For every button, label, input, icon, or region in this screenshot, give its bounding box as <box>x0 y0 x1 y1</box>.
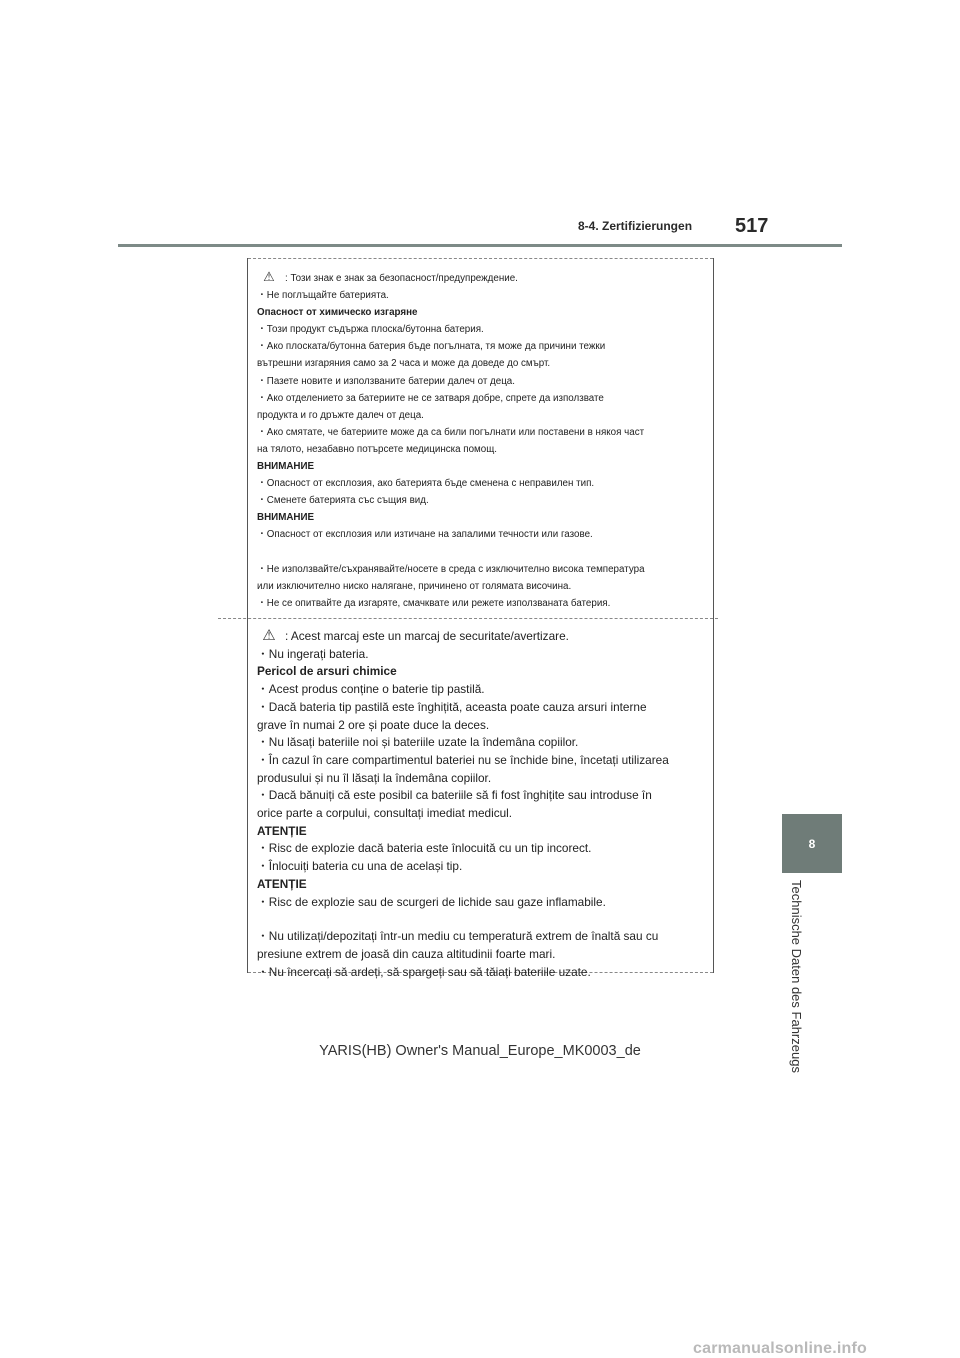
bulgarian-line: ・Опасност от експлозия или изтичане на запалими течности или газове. <box>257 529 593 541</box>
bulgarian-line: ・Ако смятате, че батериите може да са били погълнати или поставени в някоя част <box>257 426 645 438</box>
romanian-line: ・Nu ingerați bateria. <box>257 646 369 661</box>
bulgarian-line: ・Не поглъщайте батерията. <box>257 290 389 302</box>
warning-triangle-icon: ⚠ <box>263 269 275 284</box>
warning-triangle-icon: ⚠ <box>262 627 276 644</box>
romanian-line: ・Nu utilizați/depozitați într-un mediu cu temperatură extrem de înaltă sau cu <box>257 929 659 944</box>
bulgarian-line: ・Опасност от експлозия, ако батерията бъде сменена с неправилен тип. <box>257 478 595 490</box>
bulgarian-line: продукта и го дръжте далеч от деца. <box>257 409 424 421</box>
romanian-symbol-note: ⚠ : Acest marcaj este un marcaj de securitate/avertizare. <box>257 627 707 646</box>
document-footer: YARIS(HB) Owner's Manual_Europe_MK0003_de <box>319 1043 641 1059</box>
watermark-text: carmanualsonline.info <box>693 1340 868 1357</box>
bulgarian-heading: Опасност от химическо изгаряне <box>257 307 418 319</box>
romanian-line: ・În cazul în care compartimentul bateriei nu se închide bine, încetați utilizarea <box>257 752 669 767</box>
bulgarian-line: вътрешни изгаряния само за 2 часа и може да доведе до смърт. <box>257 358 551 370</box>
romanian-warning-block <box>257 627 707 981</box>
scanned-label-box <box>247 258 714 979</box>
bulgarian-heading: ВНИМАНИЕ <box>257 461 315 473</box>
romanian-line: grave în numai 2 ore și poate duce la deces. <box>257 717 490 732</box>
bulgarian-line: ・Не се опитвайте да изгаряте, смачквате или режете използваната батерия. <box>257 597 611 609</box>
bulgarian-line: на тялото, незабавно потърсете медицинска помощ. <box>257 443 498 455</box>
header-section-title: 8-4. Zertifizierungen <box>578 219 693 233</box>
romanian-line: orice parte a corpului, consultați imediat medicul. <box>257 806 513 821</box>
bulgarian-line: ・Ако плоската/бутонна батерия бъде погълната, тя може да причини тежки <box>257 341 606 353</box>
bulgarian-heading: ВНИМАНИЕ <box>257 512 315 524</box>
chapter-side-title: Technische Daten des Fahrzeugs <box>789 880 804 1073</box>
romanian-spacer <box>257 911 707 928</box>
bulgarian-spacer <box>257 544 707 561</box>
romanian-line: ・Nu încercați să ardeți, să spargeți sau să tăiați bateriile uzate. <box>257 964 591 979</box>
bulgarian-symbol-note: ⚠ : Този знак е знак за безопасност/предупреждение. <box>257 268 707 287</box>
bulgarian-line: ・Не използвайте/съхранявайте/носете в среда с изключително висока температура <box>257 563 645 575</box>
romanian-line: ・Acest produs conține o baterie tip pastilă. <box>257 682 485 697</box>
header-divider <box>118 244 842 247</box>
romanian-line: ・Dacă bateria tip pastilă este înghițită, aceasta poate cauza arsuri interne <box>257 699 647 714</box>
top-dashed-border <box>248 258 713 259</box>
romanian-heading: ATENȚIE <box>257 876 307 891</box>
romanian-heading: Pericol de arsuri chimice <box>257 664 397 679</box>
romanian-line: ・Risc de explozie sau de scurgeri de lichide sau gaze inflamabile. <box>257 894 606 909</box>
romanian-line: presiune extrem de joasă din cauza altitudinii foarte mari. <box>257 946 556 961</box>
bulgarian-line: или изключително ниско налягане, причинено от голямата височина. <box>257 580 572 592</box>
chapter-tab[interactable] <box>782 814 842 873</box>
romanian-line: ・Risc de explozie dacă bateria este înlocuită cu un tip incorect. <box>257 841 592 856</box>
romanian-heading: ATENȚIE <box>257 823 307 838</box>
bulgarian-line: ・Ако отделението за батериите не се затваря добре, спрете да използвате <box>257 392 604 404</box>
bulgarian-line: ・Сменете батерията със същия вид. <box>257 495 429 507</box>
romanian-line: ・Nu lăsați bateriile noi și bateriile uzate la îndemâna copiilor. <box>257 735 579 750</box>
chapter-tab-number: 8 <box>808 836 816 851</box>
bulgarian-line: ・Този продукт съдържа плоска/бутонна батерия. <box>257 324 484 336</box>
bulgarian-line: ・Пазете новите и използваните батерии далеч от деца. <box>257 375 515 387</box>
romanian-line: ・Dacă bănuiți că este posibil ca bateriile să fi fost înghițite sau introduse în <box>257 788 652 803</box>
romanian-line: produsului și nu îl lăsați la îndemâna copiilor. <box>257 770 492 785</box>
middle-dashed-border <box>218 618 718 619</box>
romanian-line: ・Înlocuiți bateria cu una de același tip. <box>257 859 463 874</box>
bulgarian-warning-block <box>257 268 707 612</box>
page-number: 517 <box>735 215 769 237</box>
